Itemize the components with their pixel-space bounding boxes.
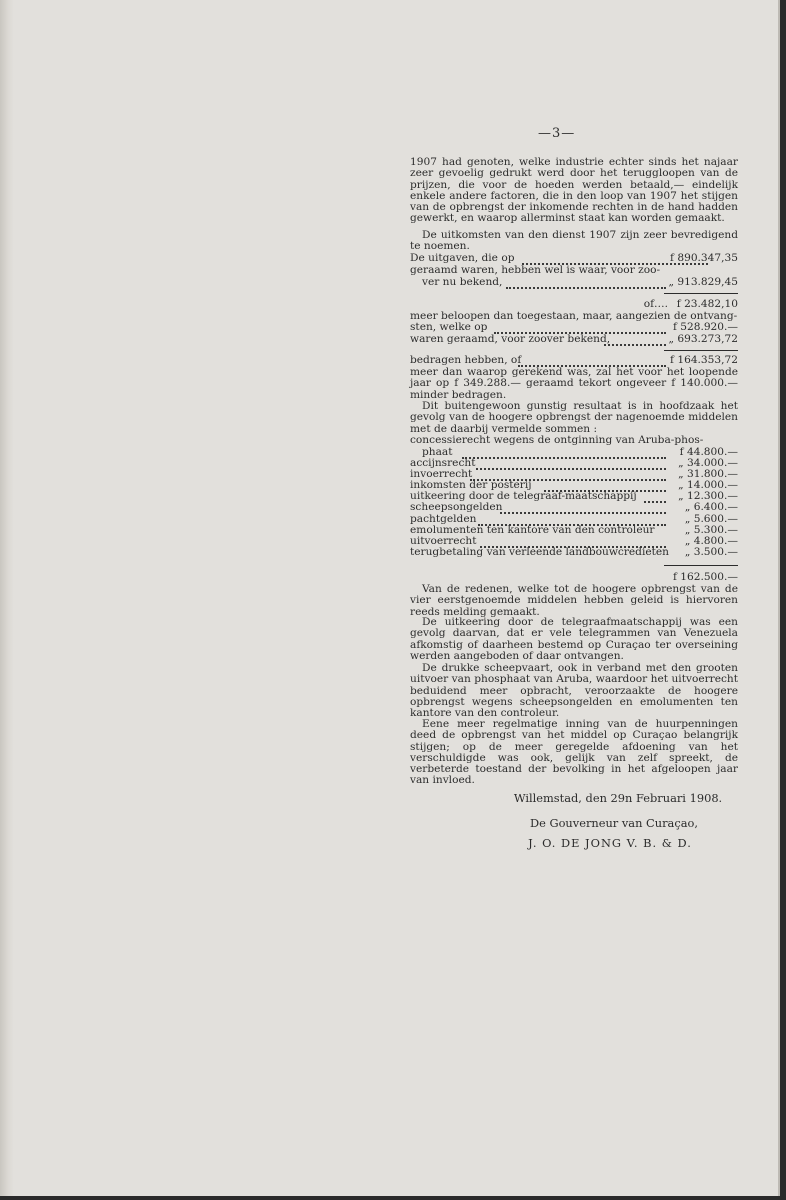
expenses-amount: f 890.347,35 bbox=[670, 253, 738, 264]
revenue-label: invoerrecht bbox=[410, 469, 473, 480]
place-date: Willemstad, den 29n Februari 1908. bbox=[513, 791, 723, 805]
difference-row bbox=[410, 299, 738, 311]
signature: J. O. DE JONG V. B. & D. bbox=[528, 836, 692, 850]
difference-amount: f 23.482,10 bbox=[676, 299, 738, 310]
sum-rule bbox=[664, 293, 738, 294]
page-number: —3— bbox=[538, 126, 576, 141]
favorable-paragraph: Dit buitengewoon gunstig resultaat is in hoofdzaak het gevolg van de hoogere opbrengst der nagenoemde middelen met de daarbij vermelde sommen : bbox=[410, 400, 738, 435]
lease-paragraph: Eene meer regelmatige inning van de huurpenningen deed de opbrengst van het middel op Curaçao belangrijk stijgen; op de meer geregelde afdoening van het verschuldigde was ook, gelijk van zelf spreekt, de verbeterde toestand der bevolking in het afgeloopen jaar van invloed. bbox=[410, 718, 738, 787]
revenue-total: f 162.500.— bbox=[672, 572, 738, 583]
shipping-paragraph: De drukke scheepvaart, ook in verband met den grooten uitvoer van phosphaat van Aruba, waardoor het uitvoerrecht beduidend meer opbracht, veroorzaakte de hoogere opbrengst wegens scheepsongelden en emolumenten ten kantore van den controleur. bbox=[410, 662, 738, 720]
results-paragraph: De uitkomsten van den dienst 1907 zijn zeer bevredigend te noemen. bbox=[410, 229, 738, 253]
expenses-line2: geraamd waren, hebben wel is waar, voor zoo- bbox=[410, 265, 661, 276]
revenue-amount: „ 4.800.— bbox=[684, 536, 738, 547]
revenue-amount: „ 31.800.— bbox=[678, 469, 738, 480]
intro-paragraph: 1907 had genoten, welke industrie echter sinds het najaar zeer gevoelig gedrukt werd door het teruggloopen van de prijzen, die voor de hoeden werden betaald,— eindelijk enkele andere factoren, die in den loop van 1907 het stijgen van de opbrengst der inkomende rechten in de hand hadden gewerkt, en waarop allerminst staat kan worden gemaakt. bbox=[410, 156, 738, 225]
reasons-paragraph: Van de redenen, welke tot de hoogere opbrengst van de vier eerstgenoemde middelen hebben geleid is hiervoren reeds melding gemaakt. bbox=[410, 583, 738, 618]
income-estimate-row bbox=[410, 322, 738, 334]
revenue-label: uitvoerrecht bbox=[410, 536, 477, 547]
revenue-row bbox=[410, 502, 738, 514]
deficit-paragraph: meer dan waarop gerekend was, zal het voor het loopende jaar op f 349.288.— geraamd tekort ongeveer f 140.000.— minder bedragen. bbox=[410, 366, 738, 401]
sum-rule bbox=[664, 350, 738, 351]
leader-dots bbox=[506, 285, 666, 289]
amounted-label: bedragen hebben, of bbox=[410, 355, 522, 366]
expenses-known-label: ver nu bekend, bbox=[422, 277, 503, 288]
revenue-amount: „ 12.300.— bbox=[678, 491, 738, 502]
expenses-known-row bbox=[410, 277, 738, 289]
expenses-known-amount: „ 913.829,45 bbox=[668, 277, 738, 288]
telegraph-paragraph: De uitkeering door de telegraafmaatschappij was een gevolg daarvan, dat er vele telegrammen van Venezuela afkomstig of daarheen bestemd op Curaçao ter overseining werden aangeboden of daar ontvangen. bbox=[410, 616, 738, 662]
revenue-amount: „ 5.600.— bbox=[684, 514, 738, 525]
income-known-amount: „ 693.273,72 bbox=[668, 334, 738, 345]
revenue-label: emolumenten ten kantore van den controleur bbox=[410, 525, 655, 536]
revenue-label: phaat bbox=[422, 447, 453, 458]
revenue-amount: „ 3.500.— bbox=[684, 547, 738, 558]
signatory-title: De Gouverneur van Curaçao, bbox=[529, 816, 698, 830]
revenue-label: terugbetaling van verleende landbouwcredieten bbox=[410, 547, 669, 558]
revenue-amount: „ 34.000.— bbox=[678, 458, 738, 469]
expenses-row bbox=[410, 253, 738, 265]
income-estimate-amount: f 528.920.— bbox=[672, 322, 738, 333]
income-estimate-label: sten, welke op bbox=[410, 322, 488, 333]
income-known-label: waren geraamd, voor zoover bekend, bbox=[410, 334, 611, 345]
sum-rule bbox=[664, 565, 738, 566]
revenue-label: pachtgelden bbox=[410, 514, 477, 525]
revenue-amount: „ 5.300.— bbox=[684, 525, 738, 536]
of-label: of…. bbox=[643, 299, 668, 310]
amounted-amount: f 164.353,72 bbox=[670, 355, 738, 366]
revenue-label: uitkeering door de telegraaf-maatschappij bbox=[410, 491, 637, 502]
revenue-amount: f 44.800.— bbox=[679, 447, 738, 458]
income-known-row bbox=[410, 334, 738, 346]
revenue-label: scheepsongelden bbox=[410, 502, 503, 513]
leader-dots bbox=[604, 342, 666, 346]
revenue-amount: „ 14.000.— bbox=[678, 480, 738, 491]
revenue-amount: „ 6.400.— bbox=[684, 502, 738, 513]
revenue-label: inkomsten der posterij bbox=[410, 480, 532, 491]
page-fold-shadow bbox=[0, 0, 14, 1196]
excess-line1: meer beloopen dan toegestaan, maar, aangezien de ontvang- bbox=[410, 311, 738, 322]
revenue-label: accijnsrecht bbox=[410, 458, 476, 469]
expenses-label: De uitgaven, die op bbox=[410, 253, 515, 264]
revenue-row bbox=[410, 547, 738, 559]
concession-line1: concessierecht wegens de ontginning van Aruba-phos- bbox=[410, 435, 704, 446]
